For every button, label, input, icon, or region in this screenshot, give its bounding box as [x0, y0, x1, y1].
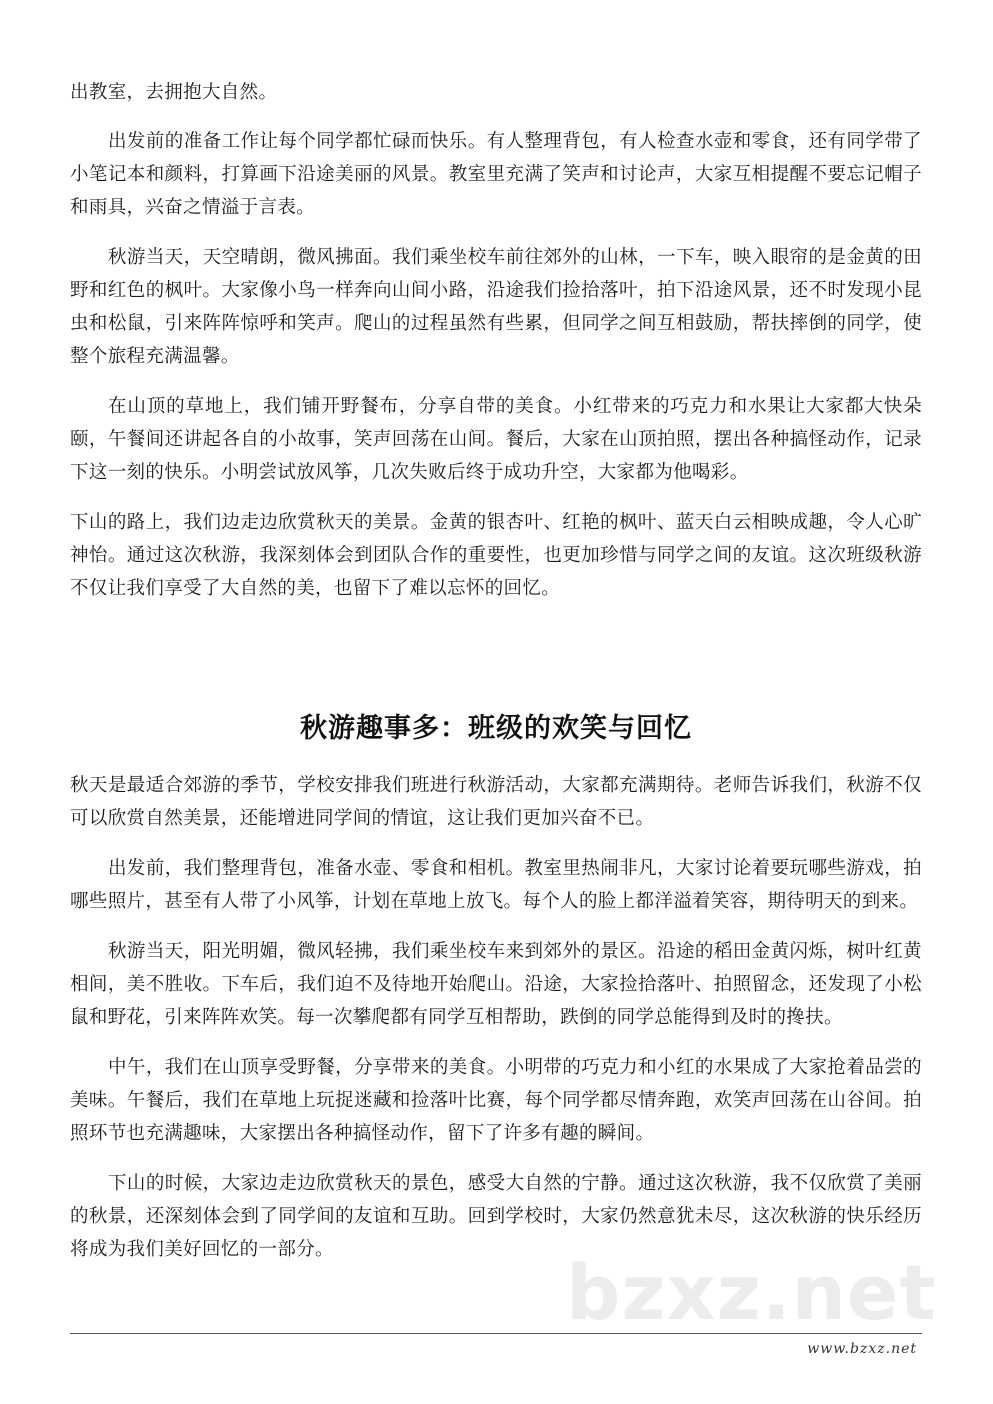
- footer-url: www.bzxz.net: [807, 1341, 917, 1357]
- article-2-paragraph-4: 中午，我们在山顶享受野餐，分享带来的美食。小明带的巧克力和小红的水果成了大家抢着品尝的美味。午餐后，我们在草地上玩捉迷藏和捡落叶比赛，每个同学都尽情奔跑，欢笑声回荡在山谷间。拍照环节也充满趣味，大家摆出各种搞怪动作，留下了许多有趣的瞬间。: [70, 1057, 922, 1144]
- article-1: [70, 76, 922, 605]
- footer-divider: [70, 1333, 922, 1334]
- article-1-paragraph-4: 在山顶的草地上，我们铺开野餐布，分享自带的美食。小红带来的巧克力和水果让大家都大快朵颐，午餐间还讲起各自的小故事，笑声回荡在山间。餐后，大家在山顶拍照，摆出各种搞怪动作，记录下这一刻的快乐。小明尝试放风筝，几次失败后终于成功升空，大家都为他喝彩。: [70, 396, 922, 483]
- article-2-title: 秋游趣事多：班级的欢笑与回忆: [300, 713, 692, 744]
- article-2-paragraph-2: 出发前，我们整理背包，准备水壶、零食和相机。教室里热闹非凡，大家讨论着要玩哪些游戏，拍哪些照片，甚至有人带了小风筝，计划在草地上放飞。每个人的脸上都洋溢着笑容，期待明天的到来。: [70, 858, 922, 912]
- article-2: [70, 709, 922, 1266]
- article-1-paragraph-1: 出教室，去拥抱大自然。: [70, 82, 278, 103]
- page-content: [70, 76, 922, 1283]
- article-2-paragraph-5: 下山的时候，大家边走边欣赏秋天的景色，感受大自然的宁静。通过这次秋游，我不仅欣赏了美丽的秋景，还深刻体会到了同学间的友谊和互助。回到学校时，大家仍然意犹未尽，这次秋游的快乐经历将成为我们美好回忆的一部分。: [70, 1173, 922, 1260]
- article-1-paragraph-2: 出发前的准备工作让每个同学都忙碌而快乐。有人整理背包，有人检查水壶和零食，还有同学带了小笔记本和颜料，打算画下沿途美丽的风景。教室里充满了笑声和讨论声，大家互相提醒不要忘记帽子和雨具，兴奋之情溢于言表。: [70, 131, 922, 218]
- article-1-paragraph-5: 下山的路上，我们边走边欣赏秋天的美景。金黄的银杏叶、红艳的枫叶、蓝天白云相映成趣，令人心旷神怡。通过这次秋游，我深刻体会到团队合作的重要性，也更加珍惜与同学之间的友谊。这次班级秋游不仅让我们享受了大自然的美，也留下了难以忘怀的回忆。: [70, 512, 922, 599]
- article-2-paragraph-3: 秋游当天，阳光明媚，微风轻拂，我们乘坐校车来到郊外的景区。沿途的稻田金黄闪烁，树叶红黄相间，美不胜收。下车后，我们迫不及待地开始爬山。沿途，大家捡拾落叶、拍照留念，还发现了小松鼠和野花，引来阵阵欢笑。每一次攀爬都有同学互相帮助，跌倒的同学总能得到及时的搀扶。: [70, 941, 922, 1028]
- watermark-logo: bzxz.net: [566, 1248, 937, 1337]
- section-spacer: [70, 622, 922, 709]
- article-1-paragraph-3: 秋游当天，天空晴朗，微风拂面。我们乘坐校车前往郊外的山林，一下车，映入眼帘的是金黄的田野和红色的枫叶。大家像小鸟一样奔向山间小路，沿途我们捡拾落叶，拍下沿途风景，还不时发现小昆虫和松鼠，引来阵阵惊呼和笑声。爬山的过程虽然有些累，但同学之间互相鼓励，帮扶摔倒的同学，使整个旅程充满温馨。: [70, 247, 922, 367]
- article-2-paragraph-1: 秋天是最适合郊游的季节，学校安排我们班进行秋游活动，大家都充满期待。老师告诉我们，秋游不仅可以欣赏自然美景，还能增进同学间的情谊，这让我们更加兴奋不已。: [70, 775, 922, 829]
